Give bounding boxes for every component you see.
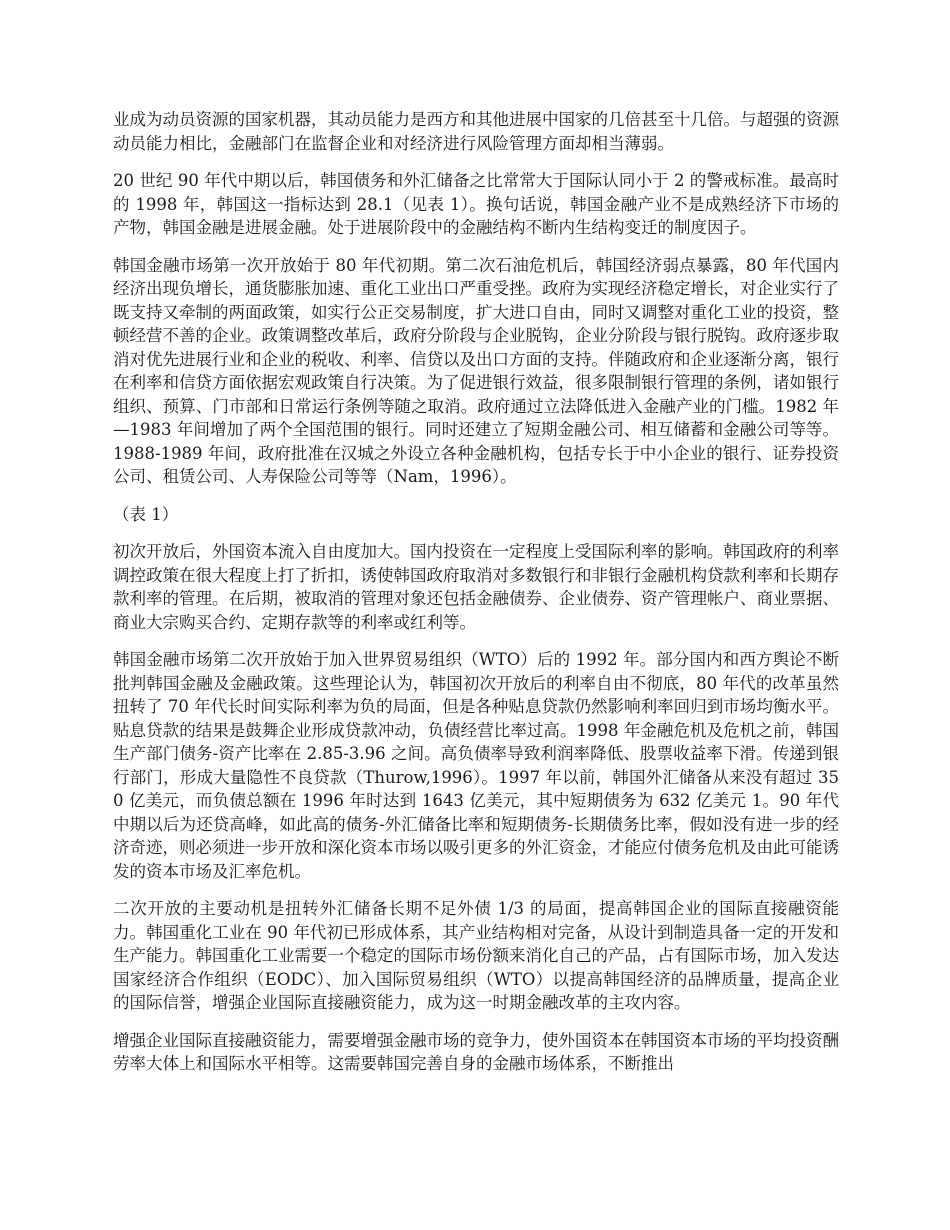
document-body bbox=[113, 108, 839, 1090]
paragraph-1: 业成为动员资源的国家机器，其动员能力是西方和其他进展中国家的几倍甚至十几倍。与超强的资源动员能力相比，金融部门在监督企业和对经济进行风险管理方面却相当薄弱。 bbox=[113, 110, 839, 153]
paragraph-4: 初次开放后，外国资本流入自由度加大。国内投资在一定程度上受国际利率的影响。韩国政府的利率调控政策在很大程度上打了折扣，诱使韩国政府取消对多数银行和非银行金融机构贷款利率和长期存款利率的管理。在后期，被取消的管理对象还包括金融债券、企业债券、资产管理帐户、商业票据、商业大宗购买合约、定期存款等的利率或红利等。 bbox=[113, 542, 839, 632]
paragraph-6: 二次开放的主要动机是扭转外汇储备长期不足外债 1/3 的局面，提高韩国企业的国际直接融资能力。韩国重化工业在 90 年代初已形成体系，其产业结构相对完备，从设计到制造具备一定的开发和生产能力。韩国重化工业需要一个稳定的国际市场份额来消化自己的产品，占有国际市场，加入发达国家经济合作组织（EODC）、加入国际贸易组织（WTO）以提高韩国经济的品牌质量，提高企业的国际信誉，增强企业国际直接融资能力，成为这一时期金融改革的主攻内容。 bbox=[113, 899, 839, 1012]
paragraph-2: 20 世纪 90 年代中期以后，韩国债务和外汇储备之比常常大于国际认同小于 2 的警戒标准。最高时的 1998 年，韩国这一指标达到 28.1（见表 1）。换句话说，韩国金融产业不是成熟经济下市场的产物，韩国金融是进展金融。处于进展阶段中的金融结构不断内生结构变迁的制度因子。 bbox=[113, 171, 839, 237]
paragraph-3: 韩国金融市场第一次开放始于 80 年代初期。第二次石油危机后，韩国经济弱点暴露，80 年代国内经济出现负增长，通货膨胀加速、重化工业出口严重受挫。政府为实现经济稳定增长，对企业实行了既支持又牵制的两面政策，如实行公正交易制度，扩大进口自由，同时又调整对重化工业的投资，整顿经营不善的企业。政策调整改革后，政府分阶段与企业脱钩，企业分阶段与银行脱钩。政府逐步取消对优先进展行业和企业的税收、利率、信贷以及出口方面的支持。伴随政府和企业逐渐分离，银行在利率和信贷方面依据宏观政策自行决策。为了促进银行效益，很多限制银行管理的条例，诸如银行组织、预算、门市部和日常运行条例等随之取消。政府通过立法降低进入金融产业的门槛。1982 年—1983 年间增加了两个全国范围的银行。同时还建立了短期金融公司、相互储蓄和金融公司等等。1988-1989 年间，政府批准在汉城之外设立各种金融机构，包括专长于中小企业的银行、证券投资公司、租赁公司、人寿保险公司等等（Nam，1996）。 bbox=[113, 255, 839, 486]
paragraph-7: 增强企业国际直接融资能力，需要增强金融市场的竞争力，使外国资本在韩国资本市场的平均投资酬劳率大体上和国际水平相等。这需要韩国完善自身的金融市场体系，不断推出 bbox=[113, 1030, 839, 1073]
paragraph-5: 韩国金融市场第二次开放始于加入世界贸易组织（WTO）后的 1992 年。部分国内和西方舆论不断批判韩国金融及金融政策。这些理论认为，韩国初次开放后的利率自由不彻底，80 年代的改革虽然扭转了 70 年代长时间实际利率为负的局面，但是各种贴息贷款仍然影响利率回归到市场均衡水平。贴息贷款的结果是鼓舞企业形成贷款冲动，负债经营比率过高。1998 年金融危机及危机之前，韩国生产部门债务-资产比率在 2.85-3.96 之间。高负债率导致利润率降低、股票收益率下滑。传递到银行部门，形成大量隐性不良贷款（Thurow,1996）。1997 年以前，韩国外汇储备从来没有超过 350 亿美元，而负债总额在 1996 年时达到 1643 亿美元，其中短期债务为 632 亿美元 1。90 年代中期以后为还贷高峰，如此高的债务-外汇储备比率和短期债务-长期债务比率，假如没有进一步的经济奇迹，则必须进一步开放和深化资本市场以吸引更多的外汇资金，才能应付债务危机及由此可能诱发的资本市场及汇率危机。 bbox=[113, 650, 839, 881]
table-reference: （表 1） bbox=[113, 504, 179, 524]
